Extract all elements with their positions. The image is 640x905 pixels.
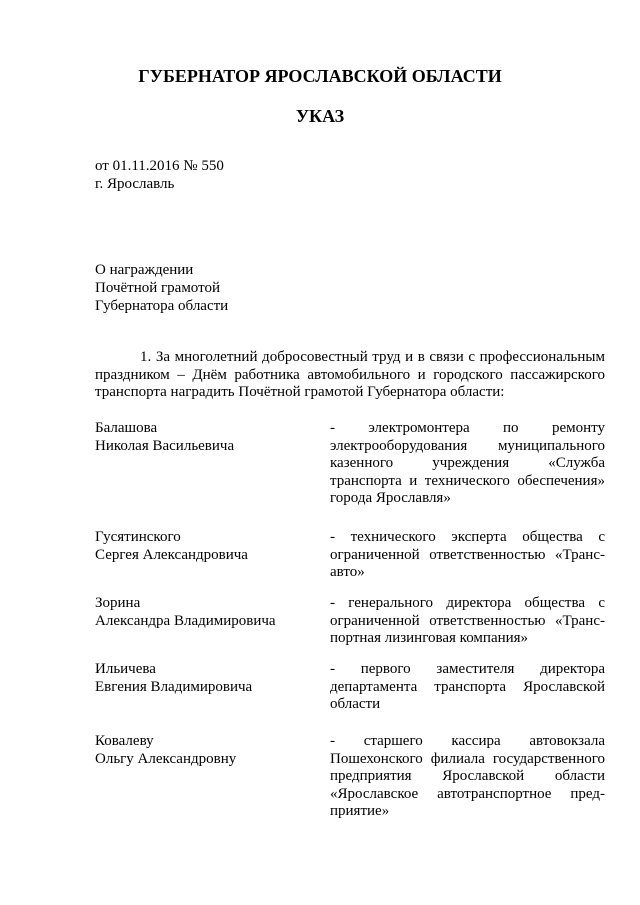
awardee-name — [95, 595, 330, 661]
awardee-surname: Гусятинского — [95, 529, 181, 545]
awardee-entry — [95, 529, 605, 595]
issuer-heading: ГУБЕРНАТОР ЯРОСЛАВСКОЙ ОБЛАСТИ — [138, 66, 502, 86]
awardee-position: - электромонтера по ремонту электрооборудования муниципального казенного учреждения «Служба транспорта и технического обеспечения» города Ярославля» — [330, 420, 605, 506]
document-subject — [95, 262, 228, 316]
awardee-entry — [95, 595, 605, 661]
awardee-given-name: Ольгу Александровну — [95, 750, 237, 767]
awardee-given-name: Николая Васильевича — [95, 437, 235, 454]
awardee-entry — [95, 420, 605, 529]
awardee-given-name: Александра Владимировича — [95, 612, 276, 629]
awardee-entry — [95, 733, 605, 821]
awardee-given-name: Сергея Александровича — [95, 546, 248, 563]
intro-paragraph: 1. За многолетний добросовестный труд и в связи с профессиональным праздником – Днём работника автомобильного и городского пассажирского транспорта наградить Почётной грамотой Губернатора области: — [95, 349, 605, 400]
subject-line: О награждении — [95, 262, 194, 278]
subject-line: Губернатора области — [95, 298, 229, 314]
awardee-given-name: Евгения Владимировича — [95, 678, 253, 695]
awardee-position: - генерального директора общества с ограниченной ответственностью «Транс-портная лизинговая компания» — [330, 595, 605, 646]
awardee-surname: Ильичева — [95, 661, 156, 677]
awardee-name — [95, 420, 330, 529]
place: г. Ярославль — [95, 176, 175, 192]
document-meta — [95, 158, 224, 194]
awardee-position: - технического эксперта общества с ограниченной ответственностью «Транс-авто» — [330, 529, 605, 580]
awardee-surname: Зорина — [95, 595, 141, 611]
awardee-name — [95, 661, 330, 733]
awardee-name — [95, 733, 330, 821]
awardee-name — [95, 529, 330, 595]
awardee-position: - старшего кассира автовокзала Пошехонского филиала государственного предприятия Ярославской области «Ярославское автотранспортное пред-приятие» — [330, 733, 605, 819]
subject-line: Почётной грамотой — [95, 280, 220, 296]
awardee-position: - первого заместителя директора департамента транспорта Ярославской области — [330, 661, 605, 712]
awardee-entry — [95, 661, 605, 733]
awardee-surname: Балашова — [95, 420, 158, 436]
date-number: от 01.11.2016 № 550 — [95, 158, 224, 174]
awardee-surname: Ковалеву — [95, 733, 154, 749]
document-type-heading: УКАЗ — [295, 106, 345, 126]
awardee-list — [95, 420, 605, 821]
